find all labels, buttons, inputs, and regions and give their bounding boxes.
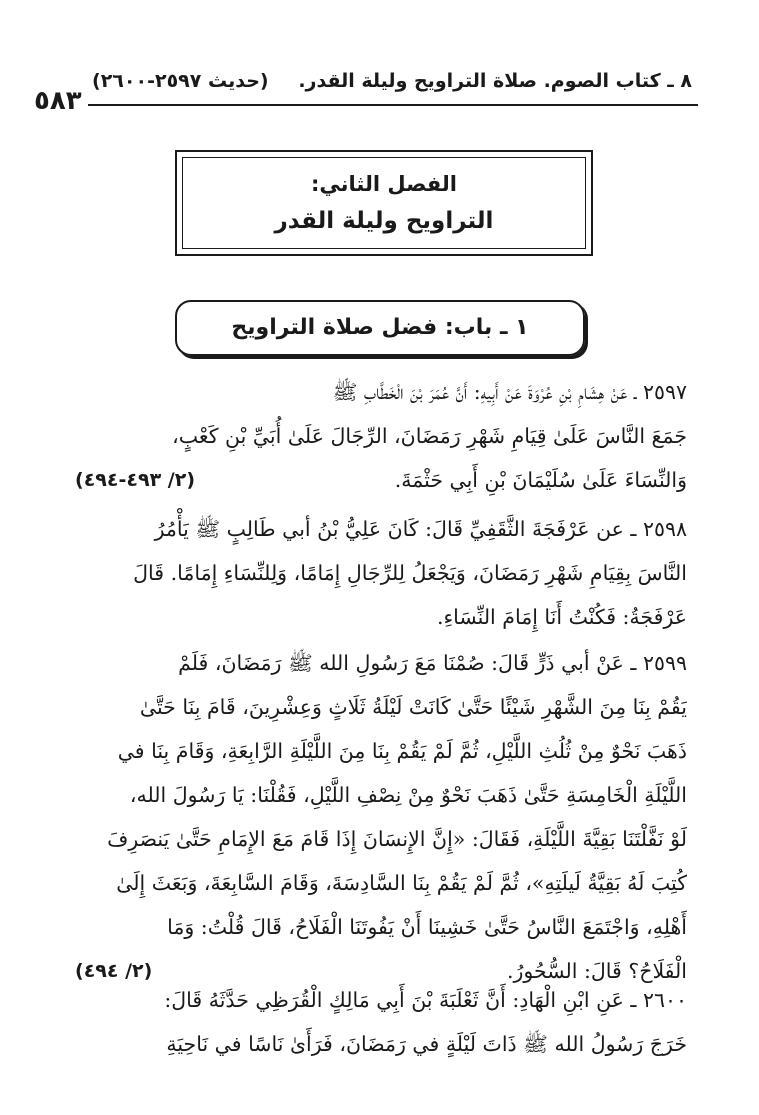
hadith-line: لَوْ نَفَّلْتَنَا بَقِيَّةَ اللَّيْلَةِ، فَقَالَ: «إِنَّ الإِنسَانَ إِذَا قَامَ مَعَ الإِمَامِ حَتَّىٰ يَنصَرِفَ	[107, 827, 687, 851]
hadith-line: عَرْفَجَةُ: فَكُنْتُ أَنَا إِمَامَ النِّسَاءِ.	[436, 605, 687, 629]
chapter-label: الفصل الثاني:	[310, 172, 457, 196]
hadith-reference: (٢/ ٤٩٤)	[75, 960, 153, 982]
hadith-line: اللَّيْلَةِ الْخَامِسَةِ حَتَّىٰ ذَهَبَ نَحْوٌ مِنْ نِصْفِ اللَّيْلِ، فَقُلْنَا: يَا رَسُولَ الله،	[129, 783, 687, 807]
hadith-reference: (٢/ ٤٩٣-٤٩٤)	[75, 469, 196, 491]
hadith-2599	[75, 641, 687, 993]
running-header	[92, 70, 692, 96]
chapter-heading-box	[175, 150, 593, 256]
page-number: ٥٨٣	[34, 86, 82, 116]
hadith-2597	[75, 370, 687, 502]
hadith-line: جَمَعَ النَّاسَ عَلَىٰ قِيَامِ شَهْرِ رَمَضَانَ، الرِّجَالَ عَلَىٰ أُبَيِّ بْنِ كَعْبٍ،	[172, 424, 687, 448]
hadith-2598	[75, 507, 687, 639]
hadith-line: خَرَجَ رَسُولُ الله ﷺ ذَاتَ لَيْلَةٍ في رَمَضَانَ، فَرَأَىٰ نَاسًا في نَاحِيَةِ	[166, 1032, 687, 1056]
hadith-line: ٢٥٩٨ ـ عن عَرْفَجَةَ الثَّقَفِيِّ قَالَ: كَانَ عَلِيُّ بْنُ أبي طَالِبٍ ﷺ يَأْمُرُ	[154, 517, 687, 541]
hadith-line: ٢٥٩٧ ـ عَنْ هِشَامِ بْنِ عُرْوَةَ عَنْ أَبِيهِ: أَنَّ عُمَرَ بْنَ الْخَطَّابِ ﷺ	[332, 380, 687, 404]
hadith-line-text: وَالنِّسَاءَ عَلَىٰ سُلَيْمَانَ بْنِ أَبِي حَثْمَةَ.	[394, 468, 687, 492]
hadith-2600	[75, 978, 687, 1066]
section-heading: ١ ـ باب: فضل صلاة التراويح	[175, 300, 585, 356]
header-rule	[88, 104, 698, 106]
hadith-line: يَقُمْ بِنَا مِنَ الشَّهْرِ شَيْئًا حَتَّىٰ كَانَتْ لَيْلَةُ ثَلَاثٍ وَعِشْرِينَ، قَامَ بِنَا حَتَّىٰ	[139, 695, 687, 719]
hadith-line: النَّاسَ بِقِيَامِ شَهْرِ رَمَضَانَ، وَيَجْعَلُ لِلرِّجَالِ إِمَامًا، وَلِلنِّسَاءِ إِمَامًا. قَالَ	[133, 561, 687, 585]
running-header-hadith-range: (حديث ٢٥٩٧-٢٦٠٠)	[92, 70, 269, 92]
chapter-title: التراويح وليلة القدر	[274, 208, 494, 234]
hadith-line: ذَهَبَ نَحْوٌ مِنْ ثُلُثِ اللَّيْلِ، ثُمَّ لَمْ يَقُمْ بِنَا مِنَ اللَّيْلَةِ الرَّابِعَةِ، وَقَامَ بِنَا في	[117, 739, 687, 763]
running-header-title: ٨ ـ كتاب الصوم. صلاة التراويح وليلة القدر.	[298, 70, 692, 92]
hadith-line: كُتِبَ لَهُ بَقِيَّةُ لَيلَتِهِ»، ثُمَّ لَمْ يَقُمْ بِنَا السَّادِسَةَ، وَقَامَ السَّابِعَةَ، وَبَعَثَ إِلَىٰ	[116, 871, 687, 895]
hadith-line	[75, 458, 687, 502]
hadith-line: ٢٦٠٠ ـ عَنِ ابْنِ الْهَادِ: أَنَّ ثَعْلَبَةَ بْنَ أَبِي مَالِكٍ الْقُرَظِي حَدَّثَهُ قَالَ:	[164, 988, 687, 1012]
hadith-line-text: الْفَلَاحُ؟ قَالَ: السُّحُورُ.	[506, 959, 687, 983]
hadith-line: أَهْلِهِ، وَاجْتَمَعَ النَّاسُ حَتَّىٰ خَشِينَا أَنْ يَفُوتَنَا الْفَلَاحُ، قَالَ قُلْتُ: وَمَا	[167, 915, 687, 939]
hadith-line: ٢٥٩٩ ـ عَنْ أبي ذَرٍّ قَالَ: صُمْنَا مَعَ رَسُولِ الله ﷺ رَمَضَانَ، فَلَمْ	[178, 651, 687, 675]
